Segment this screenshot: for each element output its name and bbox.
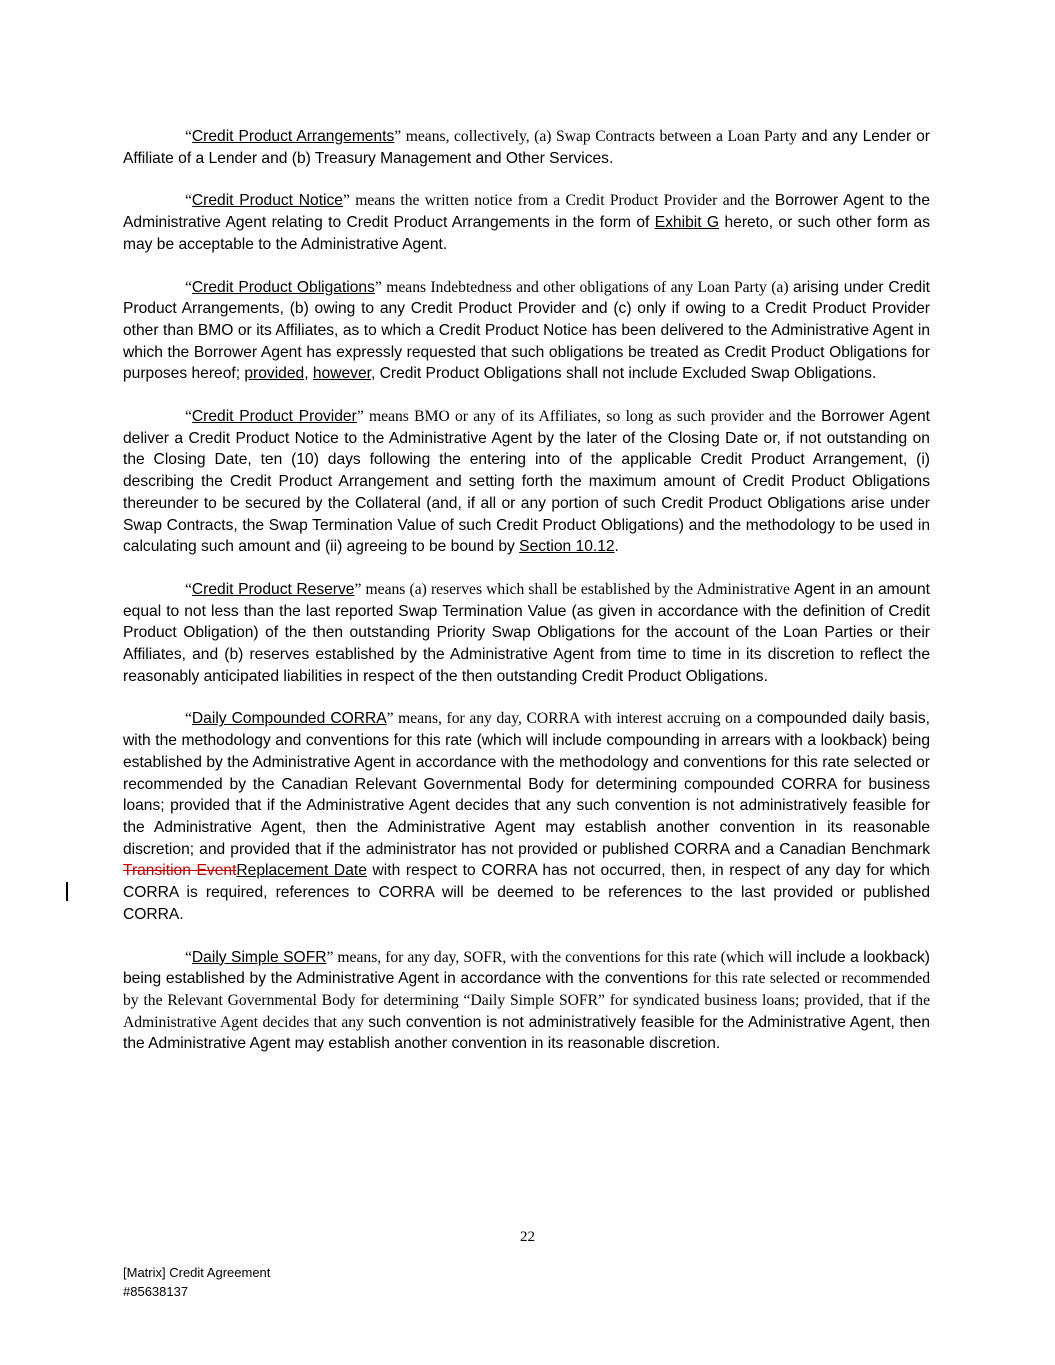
text-run: “ <box>185 948 192 966</box>
text-run: ” means, for any day, SOFR, with the conventions for this rate (which will <box>326 948 797 966</box>
footer-doc-title: [Matrix] Credit Agreement <box>123 1265 271 1280</box>
underlined-text-run: provided <box>244 365 305 383</box>
underlined-text-run: however <box>312 365 371 383</box>
text-run: ” means, collectively, (a) Swap Contracts between a Loan Party <box>394 128 802 145</box>
paragraph <box>123 947 930 1056</box>
defined-term: Credit Product Provider <box>191 408 357 426</box>
text-run: compounded daily basis, with the methodology and conventions for this rate (which will include compounding in arrears with a lookback) being established by the Administrative Agent in accordance with the methodology and conventions for this rate selected or recommended by the Canadian Relevant Governmental Body for determining compounded CORRA for business loans; provided that if the Administrative Agent decides that any such convention is not administratively feasible for the Administrative Agent, then the Administrative Agent may establish another convention in its reasonable discretion; and provided that if the administrator has not provided or published CORRA and a Canadian Benchmark <box>123 710 930 858</box>
text-run: and any Lender or Affiliate of a Lender and (b) Treasury Management and Other Services. <box>123 128 930 167</box>
text-run: Borrower Agent deliver a Credit Product Notice to the Administrative Agent by the later of the Closing Date or, if not outstanding on the Closing Date, ten (10) days following the entering into of the applicable Credit Product Arrangement, (i) describing the Credit Product Arrangement and setting forth the maximum amount of Credit Product Obligations thereunder to be secured by the Collateral (and, if all or any portion of such Credit Product Obligations arise under Swap Contracts, the Swap Termination Value of such Credit Product Obligations) and the methodology to be used in calculating such amount and (ii) agreeing to be bound by <box>123 408 930 556</box>
text-run: such convention is not administratively feasible for the Administrative Agent, then the Administrative Agent may establish another convention in its reasonable discretion. <box>123 1013 930 1053</box>
text-run: . <box>614 538 619 556</box>
deleted-text-run: Transition Event <box>123 862 237 880</box>
text-run: ” means BMO or any of its Affiliates, so long as such provider and the <box>356 408 822 426</box>
text-run: ” means Indebtedness and other obligations of any Loan Party (a) <box>374 278 793 296</box>
page-footer <box>123 1263 270 1301</box>
text-run: “ <box>185 710 192 728</box>
text-run: “ <box>185 128 192 145</box>
text-run: “ <box>185 580 192 598</box>
underlined-text-run: Exhibit G <box>654 214 720 232</box>
text-run: arising under Credit Product Arrangements, (b) owing to any Credit Product Provider and (c) only if owing to a Credit Product Provider other than BMO or its Affiliates, as to which a Credit Product Notice has been delivered to the Administrative Agent in which the Borrower Agent has expressly requested that such obligations be treated as Credit Product Obligations for purposes hereof; <box>123 278 930 383</box>
text-run: with respect to CORRA has not occurred, then, in respect of any day for which CORRA is required, references to CORRA will be deemed to be references to the last provided or published CORRA. <box>123 862 930 923</box>
text-run: Borrower Agent to the Administrative Agent relating to Credit Product Arrangements in the form of <box>123 192 931 232</box>
text-run: , Credit Product Obligations shall not include Excluded Swap Obligations. <box>370 365 877 383</box>
text-run: include a lookback) being established by the Administrative Agent in accordance with the conventions <box>123 948 930 988</box>
text-run: hereto, or such other form as may be acceptable to the Administrative Agent. <box>123 214 930 253</box>
defined-term: Daily Compounded CORRA <box>191 710 387 728</box>
text-run: ” means the written notice from a Credit Product Provider and the <box>342 192 775 210</box>
paragraph <box>123 126 930 169</box>
paragraph <box>123 190 930 255</box>
text-run: for this rate selected or recommended by the Relevant Governmental Body for determining “Daily Simple SOFR” for syndicated business loans; provided, that if the Administrative Agent decides that any <box>123 970 930 1031</box>
text-run: “ <box>185 192 192 210</box>
defined-term: Daily Simple SOFR <box>191 948 327 966</box>
paragraph <box>123 277 930 386</box>
text-run: ” means, for any day, CORRA with interest accruing on a <box>386 710 757 728</box>
text-run: , <box>304 365 313 383</box>
underlined-text-run: Section 10.12 <box>519 538 615 556</box>
text-run: ” means (a) reserves which shall be established by the Administrative <box>354 580 795 598</box>
defined-term: Credit Product Reserve <box>191 580 355 598</box>
defined-term: Credit Product Notice <box>191 192 343 210</box>
text-run: “ <box>185 408 192 426</box>
paragraph <box>123 406 930 558</box>
defined-term: Credit Product Arrangements <box>191 128 395 145</box>
defined-term: Credit Product Obligations <box>191 278 375 296</box>
text-run: Agent in an amount equal to not less than the last reported Swap Termination Value (as given in accordance with the definition of Credit Product Obligation) of the then outstanding Priority Swap Obligations for the account of the Loan Parties or their Affiliates, and (b) reserves established by the Administrative Agent from time to time in its discretion to reflect the reasonably anticipated liabilities in respect of the then outstanding Credit Product Obligations. <box>123 580 930 685</box>
paragraph <box>123 708 930 925</box>
paragraph <box>123 579 930 688</box>
footer-doc-number: #85638137 <box>123 1284 189 1299</box>
document-body <box>123 126 930 1076</box>
underlined-text-run: Replacement Date <box>236 862 367 880</box>
change-bar <box>66 882 68 901</box>
text-run: “ <box>185 278 192 296</box>
page-number: 22 <box>520 1229 535 1245</box>
